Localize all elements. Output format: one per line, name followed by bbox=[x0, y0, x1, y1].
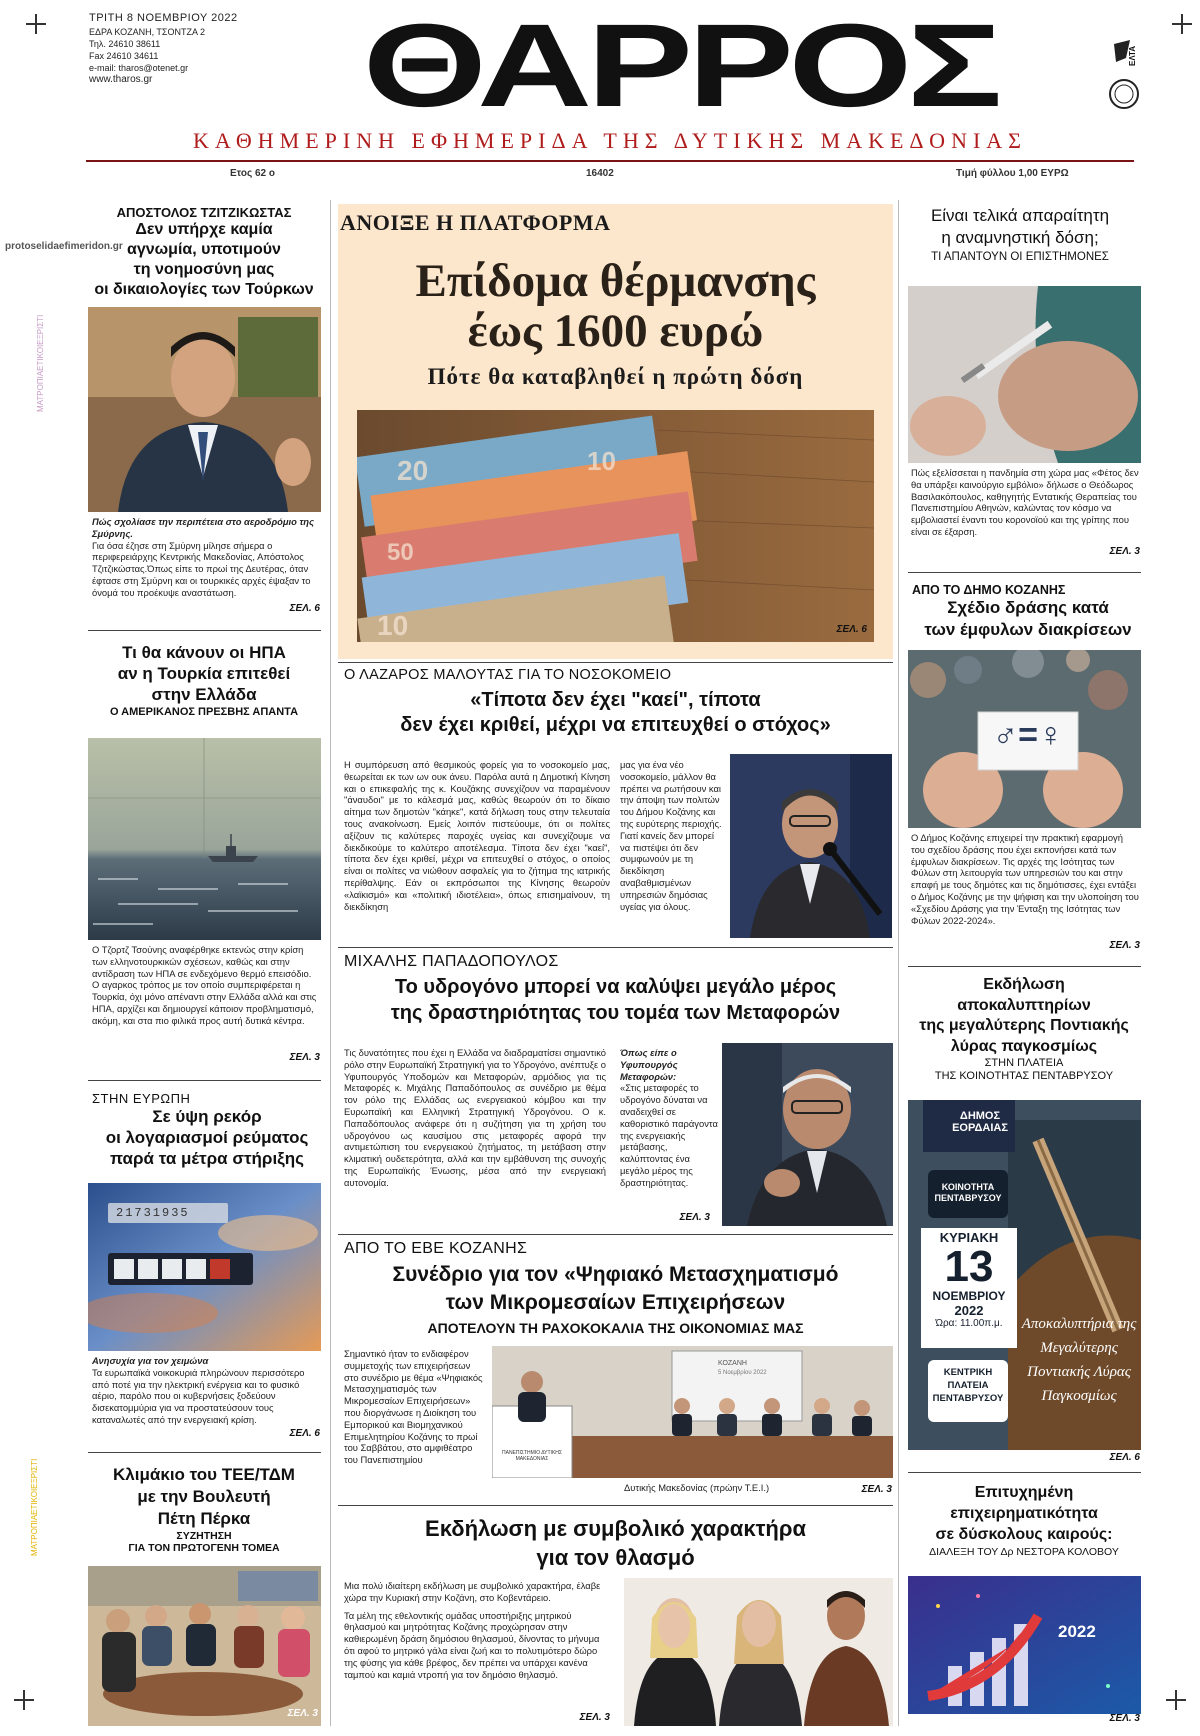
headline-line: με την Βουλευτή bbox=[137, 1487, 271, 1506]
poster-venue-line: ΠΛΑΤΕΙΑ bbox=[947, 1380, 989, 1391]
article-text: Για όσα έζησε στη Σμύρνη μίλησε σήμερα ο περιφερειάρχης Κεντρικής Μακεδονίας, Απόστολος Τζιτζικώστας.Όπως είπε το πρωί της Δευτέρας, όταν έφτασε στη Σμύρνη και οι τουρκικές αρχές έψαξαν το όνομά του προέκυψε αναστάτωση. bbox=[92, 539, 311, 598]
poster-venue-line: ΚΕΝΤΡΙΚΗ bbox=[943, 1367, 993, 1378]
poster-month: ΝΟΕΜΒΡΙΟΥ bbox=[932, 1289, 1006, 1303]
article-text: Τα μέλη της εθελοντικής ομάδας υποστήριξης μητρικού θηλασμού και μητρότητας Κοζάνης προχώρησαν στην καθιερωμένη δράση δημόσιου θηλασμού, δίνοντας το μήνυμα ότι αφού το μητρικό γάλα είναι ζωή και το πολυτιμότερο δώρο της φύσης για κάθε βρέφος, δεν πρέπει να υπάρχει κανένα ταμπού και καμιά ντροπή για τον δημόσιο θηλασμό. bbox=[344, 1609, 600, 1680]
event-poster bbox=[908, 1100, 1141, 1450]
headline-line: αποκαλυπτηρίων bbox=[957, 996, 1091, 1014]
article-tzitzikostas bbox=[88, 205, 320, 300]
article-subheadline: ΑΠΟΤΕΛΟΥΝ ΤΗ ΡΑΧΟΚΟΚΑΛΙΑ ΤΗΣ ΟΙΚΟΝΟΜΙΑΣ ΜΑΣ bbox=[427, 1320, 804, 1336]
registration-mark bbox=[14, 1690, 34, 1710]
article-body bbox=[92, 1355, 318, 1426]
page-ref: ΣΕΛ. 3 bbox=[287, 1708, 318, 1719]
article-headline bbox=[88, 220, 320, 300]
article-kicker: ΑΠΟΣΤΟΛΟΣ ΤΖΙΤΖΙΚΩΣΤΑΣ bbox=[116, 205, 292, 220]
equality-symbol: ♂=♀ bbox=[992, 716, 1064, 754]
poster-community-line: ΚΟΙΝΟΤΗΤΑ bbox=[941, 1182, 995, 1192]
article-gender-plan bbox=[912, 583, 1144, 641]
article-headline bbox=[338, 974, 893, 1026]
headline-line: στην Ελλάδα bbox=[151, 685, 257, 704]
photo-growth-2022 bbox=[908, 1576, 1141, 1714]
page-ref: ΣΕΛ. 6 bbox=[836, 624, 867, 635]
headline-line: έως 1600 ευρώ bbox=[467, 305, 764, 357]
page-ref: ΣΕΛ. 6 bbox=[1109, 1452, 1140, 1463]
article-text: Τα ευρωπαϊκά νοικοκυριά πληρώνουν περισσότερο από ποτέ για την ηλεκτρική ενέργεια και το φυσικό αέριο, παρόλο που οι κυβερνήσεις ξοδεύουν δισεκατομμύρια για να προστατεύσουν τους καταναλωτές από την ενεργειακή κρίση. bbox=[92, 1366, 305, 1425]
article-kicker: ΑΠΟ ΤΟ ΕΒΕ ΚΟΖΑΝΗΣ bbox=[344, 1240, 528, 1257]
lead-subheadline: Πότε θα καταβληθεί η πρώτη δόση bbox=[427, 364, 804, 389]
page-ref: ΣΕΛ. 6 bbox=[289, 1428, 320, 1439]
article-headline bbox=[88, 1464, 320, 1530]
poster-day: ΚΥΡΙΑΚΗ bbox=[939, 1230, 999, 1245]
headline-line: παρά τα μέτρα στήριξης bbox=[110, 1149, 304, 1168]
headline-line: η αναμνηστική δόση; bbox=[941, 228, 1099, 247]
elta-logo bbox=[1106, 38, 1142, 116]
article-body bbox=[344, 1580, 608, 1680]
article-pontic-lyre bbox=[904, 975, 1144, 1083]
poster-venue-line: ΠΕΝΤΑΒΡΥΣΟΥ bbox=[932, 1393, 1004, 1404]
telephone: Τηλ. 24610 38611 bbox=[89, 39, 161, 49]
svg-text:50: 50 bbox=[387, 539, 414, 566]
photo-equality-card bbox=[908, 650, 1141, 828]
divider bbox=[88, 630, 321, 631]
poster-time: Ώρα: 11.00π.μ. bbox=[935, 1318, 1003, 1329]
column-rule bbox=[330, 200, 331, 1726]
article-headline bbox=[904, 975, 1144, 1057]
headline-line: Σε ύψη ρεκόρ bbox=[152, 1107, 262, 1126]
side-tag: ΜΑΤΡΟΠΙΑΕΤΙΚΟΙΕΞΡΙΣΤΙ bbox=[30, 1458, 39, 1556]
lead-headline bbox=[338, 256, 893, 356]
article-lead: Πώς σχολίασε την περιπέτεια στο αεροδρόμιο της Σμύρνης. bbox=[92, 516, 314, 539]
year-label: Ετος 62 ο bbox=[230, 168, 275, 179]
article-text: Ο Δήμος Κοζάνης επιχειρεί την πρακτική εφαρμογή του σχεδίου δράσης που έχει εκπονήσει κατά των έμφυλων διακρίσεων. Τις αρχές της Ισότητας των Φύλων στη λειτουργία των υπηρεσιών του και στην επαφή με τους δημότες και τις δημότισσες, έχει εντάξει ο Δήμος Κοζάνης με την ψήφιση και την υλοποίηση του «Σχεδίου Δράσης για την Ένταξη της Ισότητας των Φύλων 2022-2024». bbox=[911, 832, 1139, 926]
article-subheadline: Ο ΑΜΕΡΙΚΑΝΟΣ ΠΡΕΣΒΗΣ ΑΠΑΝΤΑ bbox=[109, 706, 299, 718]
headline-line: οι δικαιολογίες των Τούρκων bbox=[94, 281, 314, 298]
headline-line: Τι θα κάνουν οι ΗΠΑ bbox=[122, 643, 286, 662]
subheadline-line: ΤΗΣ ΚΟΙΝΟΤΗΤΑΣ ΠΕΝΤΑΒΡΥΣΟΥ bbox=[934, 1070, 1114, 1082]
article-kicker: Ο ΛΑΖΑΡΟΣ ΜΑΛΟΥΤΑΣ ΓΙΑ ΤΟ ΝΟΣΟΚΟΜΕΙΟ bbox=[344, 667, 672, 683]
article-subheadline bbox=[88, 1530, 320, 1554]
headline-line: Το υδρογόνο μπορεί να καλύψει μεγάλο μέρος bbox=[394, 976, 837, 998]
headline-line: αν η Τουρκία επιτεθεί bbox=[117, 664, 291, 683]
article-lead: Ανησυχία για τον χειμώνα bbox=[92, 1355, 209, 1366]
header-divider bbox=[86, 160, 1134, 162]
headline-line: Κλιμάκιο του ΤΕΕ/ΤΔΜ bbox=[113, 1465, 295, 1484]
photo-euro-banknotes bbox=[357, 410, 874, 642]
article-headline bbox=[912, 597, 1144, 641]
headline-line: επιχειρηματικότητα bbox=[950, 1505, 1098, 1522]
article-body bbox=[92, 516, 318, 599]
poster-title-line: Αποκαλυπτήρια της bbox=[1021, 1316, 1137, 1332]
article-text: Πώς εξελίσσεται η πανδημία στη χώρα μας «Φέτος δεν θα υπάρξει καινούργιο εμβόλιο» δήλωσε ο Θεόδωρος Βασιλακόπουλος, καθηγητής Εντατικής Θεραπείας του Πανεπιστημίου Αθηνών, καλώντας τον κόσμο να εμβολιαστεί έναντι του κορονοϊού και της γρίπης που είναι σε έξαρση. bbox=[911, 467, 1139, 537]
article-entrepreneurship bbox=[904, 1482, 1144, 1558]
poster-community bbox=[928, 1182, 1008, 1204]
page-ref: ΣΕΛ. 3 bbox=[579, 1712, 610, 1723]
divider bbox=[338, 1234, 893, 1235]
poster-title-line: Μεγαλύτερης bbox=[1040, 1340, 1118, 1356]
photo-meeting bbox=[88, 1566, 321, 1726]
svg-text:10: 10 bbox=[587, 446, 616, 476]
page-ref: ΣΕΛ. 3 bbox=[861, 1484, 892, 1495]
side-tag: ΜΑΤΡΟΠΙΑΕΤΙΚΟΙΕΞΡΙΣΤΙ bbox=[36, 314, 45, 412]
lead-kicker: ΑΝΟΙΞΕ Η ΠΛΑΤΦΟΡΜΑ bbox=[340, 210, 611, 235]
price-label: Τιμή φύλλου 1,00 ΕΥΡΩ bbox=[956, 168, 1069, 179]
article-text: Η συμπόρευση από θεσμικούς φορείς για το νοσοκομείο μας, θεωρείται εκ των ων ουκ άνευ. Παρόλα αυτά η Δημοτική Κίνηση και ο επικεφαλής της κ. Κουζάκης συνεχίζουν να παραμένουν "άναυδοι" με το κάλεσμά μας, καθώς θεωρούν ότι το δίκαιο αίτημα των δημοτών "κάηκε", κατά δήλωση τους στην τελευταία τους ανακοίνωση. Εμείς λοιπόν πιστεύουμε, ότι οι πολίτες αξίζουν τις καλύτερες παροχές υγείας και συνεχίζουμε να διεκδικούμε το καλύτερο αποτέλεσμα. Τίποτα δεν έχει "καεί", τίποτα δεν έχει κριθεί, μέχρι να επιτευχθεί ο στόχος, ο οποίος είναι οι πολίτες να νιώθουν ασφαλείς για το ζήτημα της ιατρικής περίθαλψης. Εάν οι εκπρόσωποι της Κίνησης θεωρούν «λαϊκισμό» και «πολιτική ιδιοτέλεια», όπως επισημαίνουν, τη διεκδίκηση bbox=[344, 759, 610, 912]
headline-line: «Τίποτα δεν έχει "καεί", τίποτα bbox=[470, 689, 761, 711]
photo-caption: Δυτικής Μακεδονίας (πρώην Τ.Ε.Ι.) bbox=[624, 1482, 770, 1493]
poster-date bbox=[921, 1230, 1017, 1329]
poster-title-line: Παγκοσμίως bbox=[1041, 1388, 1117, 1404]
article-subheadline: ΤΙ ΑΠΑΝΤΟΥΝ ΟΙ ΕΠΙΣΤΗΜΟΝΕΣ bbox=[931, 251, 1109, 263]
headline-line: λύρας παγκοσμίως bbox=[950, 1037, 1098, 1055]
divider bbox=[908, 572, 1141, 573]
article-headline bbox=[338, 688, 893, 738]
quote-text: «Στις μεταφορές το υδρογόνο δύναται να αναδειχθεί σε καθοριστικό παράγοντα της ενεργειακής μετάβασης, καλύπτοντας ένα μεγάλο μέρος της δραστηριότητας. bbox=[620, 1082, 718, 1188]
registration-mark bbox=[1166, 1690, 1186, 1710]
divider bbox=[88, 1080, 321, 1081]
photo-papadopoulos bbox=[722, 1043, 893, 1226]
article-headline bbox=[92, 1106, 322, 1169]
headline-line: των έμφυλων διακρίσεων bbox=[924, 620, 1132, 639]
article-tee-tdm bbox=[88, 1464, 320, 1554]
headline-line: δεν έχει κριθεί, μέχρι να επιτευχθεί ο στόχος» bbox=[400, 714, 831, 736]
headline-line: της δραστηριότητας του τομέα των Μεταφορών bbox=[390, 1002, 841, 1024]
issue-date: ΤΡΙΤΗ 8 ΝΟΕΜΒΡΙΟΥ 2022 bbox=[89, 12, 238, 24]
issue-info-bar bbox=[86, 164, 1134, 186]
screen-title: ΚΟΖΑΝΗ bbox=[718, 1360, 747, 1367]
headline-line: Εκδήλωση με συμβολικό χαρακτήρα bbox=[425, 1516, 806, 1541]
article-headline bbox=[338, 1261, 893, 1317]
photo-tzitzikostas bbox=[88, 307, 321, 512]
divider bbox=[88, 1452, 321, 1453]
article-kicker: ΜΙΧΑΛΗΣ ΠΑΠΑΔΟΠΟΥΛΟΣ bbox=[344, 953, 559, 970]
divider bbox=[338, 1505, 893, 1506]
headline-line: σε δύσκολους καιρούς: bbox=[935, 1526, 1113, 1543]
email: e-mail: tharos@otenet.gr bbox=[89, 63, 189, 73]
headline-line: Πέτη Πέρκα bbox=[157, 1509, 251, 1528]
photo-electric-meter bbox=[88, 1183, 321, 1351]
article-headline bbox=[88, 642, 320, 705]
headline-line: τη νοημοσύνη μας bbox=[133, 261, 275, 278]
article-kicker: ΣΤΗΝ ΕΥΡΩΠΗ bbox=[92, 1091, 191, 1106]
article-electricity-bills bbox=[92, 1091, 322, 1169]
headline-line: των Μικρομεσαίων Επιχειρήσεων bbox=[445, 1291, 786, 1314]
poster-day-number: 13 bbox=[944, 1242, 994, 1291]
headline-line: Επίδομα θέρμανσης bbox=[415, 255, 816, 307]
registration-mark bbox=[26, 14, 46, 34]
subheadline-line: ΓΙΑ ΤΟΝ ΠΡΩΤΟΓΕΝΗ ΤΟΜΕΑ bbox=[128, 1542, 280, 1554]
photo-volunteers bbox=[624, 1578, 893, 1726]
headline-line: Εκδήλωση bbox=[983, 976, 1065, 993]
headline-line: Είναι τελικά απαραίτητη bbox=[930, 206, 1110, 225]
poster-venue bbox=[928, 1366, 1008, 1405]
photo-conference bbox=[492, 1346, 893, 1478]
headline-line: της μεγαλύτερης Ποντιακής bbox=[919, 1017, 1129, 1034]
article-text: Σημαντικό ήταν το ενδιαφέρον συμμετοχής των επιχειρήσεων στο συνέδριο με θέμα «Ψηφιακός Μετασχηματισμός των Μικρομεσαίων Επιχειρήσεων» που διοργάνωσε η Διοίκηση του Εμπορικού και Βιομηχανικού Επιμελητηρίου Κοζάνης το πρωί του Σαββάτου, στο αμφιθέατρο του Πανεπιστημίου bbox=[344, 1348, 483, 1466]
masthead-subtitle: ΚΑΘΗΜΕΡΙΝΗ ΕΦΗΜΕΡΙΔΑ ΤΗΣ ΔΥΤΙΚΗΣ ΜΑΚΕΔΟΝΙΑΣ bbox=[193, 128, 1027, 153]
divider bbox=[908, 1472, 1141, 1473]
quote-lead: Όπως είπε ο Υφυπουργός Μεταφορών: bbox=[620, 1047, 678, 1082]
page-ref: ΣΕΛ. 3 bbox=[1109, 1713, 1140, 1724]
svg-text:10: 10 bbox=[377, 610, 409, 641]
article-text: μας για ένα νέο νοσοκομείο, μάλλον θα πρέπει να ρωτήσουν και την άποψη των πολιτών του Δήμου Κοζάνης και της ευρύτερης περιοχής. Γιατί κανείς δεν μπορεί να πιστέψει ότι δεν συμφωνούν με τη διεκδίκηση αναβαθμισμένων υπηρεσιών δημόσιας υγείας για όλους. bbox=[620, 759, 722, 912]
elta-label: ΕΛΤΑ bbox=[1128, 45, 1137, 66]
issue-number: 16402 bbox=[586, 168, 614, 179]
year-badge: 2022 bbox=[1058, 1622, 1096, 1641]
address: ΕΔΡΑ ΚΟΖΑΝΗ, ΤΣΟΝΤΖΑ 2 bbox=[89, 27, 205, 37]
poster-community-line: ΠΕΝΤΑΒΡΥΣΟΥ bbox=[934, 1193, 1002, 1203]
article-text: Τις δυνατότητες που έχει η Ελλάδα να διαδραματίσει σημαντικό ρόλο στην Ευρωπαϊκή Στρατηγική για το Υδρογόνο, ανέπτυξε ο Υφυπουργός Υποδομών και Μεταφορών, αρμόδιος για τις Μεταφορές κ. Μιχάλης Παπαδόπουλος σε συνέδριο με θέμα τον ρόλο της Ελλάδας ως ενεργειακού κόμβου και την Ευρωπαϊκή και Ελληνική Στρατηγική Υδρογόνου. Ο κ. Παπαδόπουλος ανάφερε ότι η συζήτηση για τη χρήση του υδρογόνου ως καυσίμου στις μεταφορές αφορά την αντιμετώπιση του ενεργειακού ζητήματος, τη μετάβαση στην κλιματική ουδετερότητα, αλλά και την εμβάθυνση της συνοχής της Ευρωπαϊκής Ένωσης, μέσα από την ενεργειακή αυτονομία. bbox=[344, 1047, 606, 1188]
headline-line: οι λογαριασμοί ρεύματος bbox=[105, 1128, 309, 1147]
article-text: Ο Τζορτζ Τσούνης αναφέρθηκε εκτενώς στην κρίση των ελληνοτουρκικών σχέσεων, καθώς και στην αντίδραση των ΗΠΑ σε ενδεχόμενο θερμό επεισόδιο. Ο αγαρκος τρόπος με τον οποίο συμπεριφέρεται η Τουρκία, όχι μόνο απέναντι στην Ελλάδα αλλά και στις ΗΠΑ, αρχίζει και δημιουργεί κάποιον προβληματισμό, ακόμη, και στα πιο φιλικά προς αυτή δυτικά κέντρα. bbox=[92, 944, 317, 1026]
headline-line: Επιτυχημένη bbox=[974, 1484, 1074, 1501]
watermark: protoselidaefimeridon.gr bbox=[5, 241, 123, 252]
photo-maloutas bbox=[730, 754, 892, 938]
divider bbox=[338, 662, 893, 663]
poster-title bbox=[1020, 1312, 1138, 1408]
page-ref: ΣΕΛ. 3 bbox=[679, 1212, 710, 1223]
fax: Fax 24610 34611 bbox=[89, 51, 159, 61]
screen-date: 5 Νοεμβρίου 2022 bbox=[718, 1370, 767, 1376]
subheadline-line: ΣΥΖΗΤΗΣΗ bbox=[176, 1530, 232, 1542]
divider bbox=[908, 966, 1141, 967]
page-ref: ΣΕΛ. 3 bbox=[1109, 546, 1140, 557]
article-headline bbox=[904, 205, 1136, 249]
page-ref: ΣΕΛ. 6 bbox=[289, 603, 320, 614]
subheadline-line: ΣΤΗΝ ΠΛΑΤΕΙΑ bbox=[984, 1057, 1064, 1069]
article-subheadline bbox=[904, 1057, 1144, 1083]
article-subheadline: ΔΙΑΛΕΞΗ ΤΟΥ Δρ ΝΕΣΤΟΡΑ ΚΟΛΟΒΟΥ bbox=[929, 1546, 1119, 1558]
headline-line: Σχέδιο δράσης κατά bbox=[947, 598, 1109, 617]
divider bbox=[338, 947, 893, 948]
article-headline bbox=[338, 1514, 893, 1572]
article-headline bbox=[904, 1482, 1144, 1545]
column-rule bbox=[898, 200, 899, 1726]
podium-label: ΠΑΝΕΠΙΣΤΗΜΙΟ ΔΥΤΙΚΗΣ ΜΑΚΕΔΟΝΙΑΣ bbox=[502, 1450, 562, 1462]
poster-year: 2022 bbox=[954, 1303, 984, 1318]
article-usa-turkey bbox=[88, 642, 320, 718]
headline-line: Δεν υπήρχε καμία bbox=[135, 221, 273, 238]
page-ref: ΣΕΛ. 3 bbox=[1109, 940, 1140, 951]
website: www.tharos.gr bbox=[89, 74, 153, 85]
photo-vaccination bbox=[908, 286, 1141, 463]
registration-mark bbox=[1172, 14, 1192, 34]
masthead-title: ΘΑΡΡΟΣ bbox=[362, 0, 998, 132]
meter-reading: 21731935 bbox=[116, 1206, 190, 1220]
article-booster-dose bbox=[904, 205, 1136, 263]
headline-line: για τον θλασμό bbox=[536, 1545, 695, 1570]
page-ref: ΣΕΛ. 3 bbox=[289, 1052, 320, 1063]
poster-organizer-line: ΕΟΡΔΑΙΑΣ bbox=[952, 1122, 1008, 1134]
article-text: Μια πολύ ιδιαίτερη εκδήλωση με συμβολικό χαρακτήρα, έλαβε χώρα την Κυριακή στην Κοζάνη, στο Κοβεντάρειο. bbox=[344, 1580, 601, 1603]
poster-title-line: Ποντιακής Λύρας bbox=[1027, 1364, 1131, 1380]
poster-organizer bbox=[938, 1110, 1022, 1134]
headline-line: Συνέδριο για τον «Ψηφιακό Μετασχηματισμό bbox=[392, 1263, 839, 1286]
quote-block bbox=[620, 1047, 720, 1189]
svg-text:20: 20 bbox=[397, 455, 429, 486]
poster-organizer-line: ΔΗΜΟΣ bbox=[959, 1110, 1001, 1122]
headline-line: αγνωμία, υποτιμούν bbox=[127, 241, 281, 258]
photo-warship-sea bbox=[88, 738, 321, 940]
article-kicker: ΑΠΟ ΤΟ ΔΗΜΟ ΚΟΖΑΝΗΣ bbox=[912, 583, 1066, 597]
